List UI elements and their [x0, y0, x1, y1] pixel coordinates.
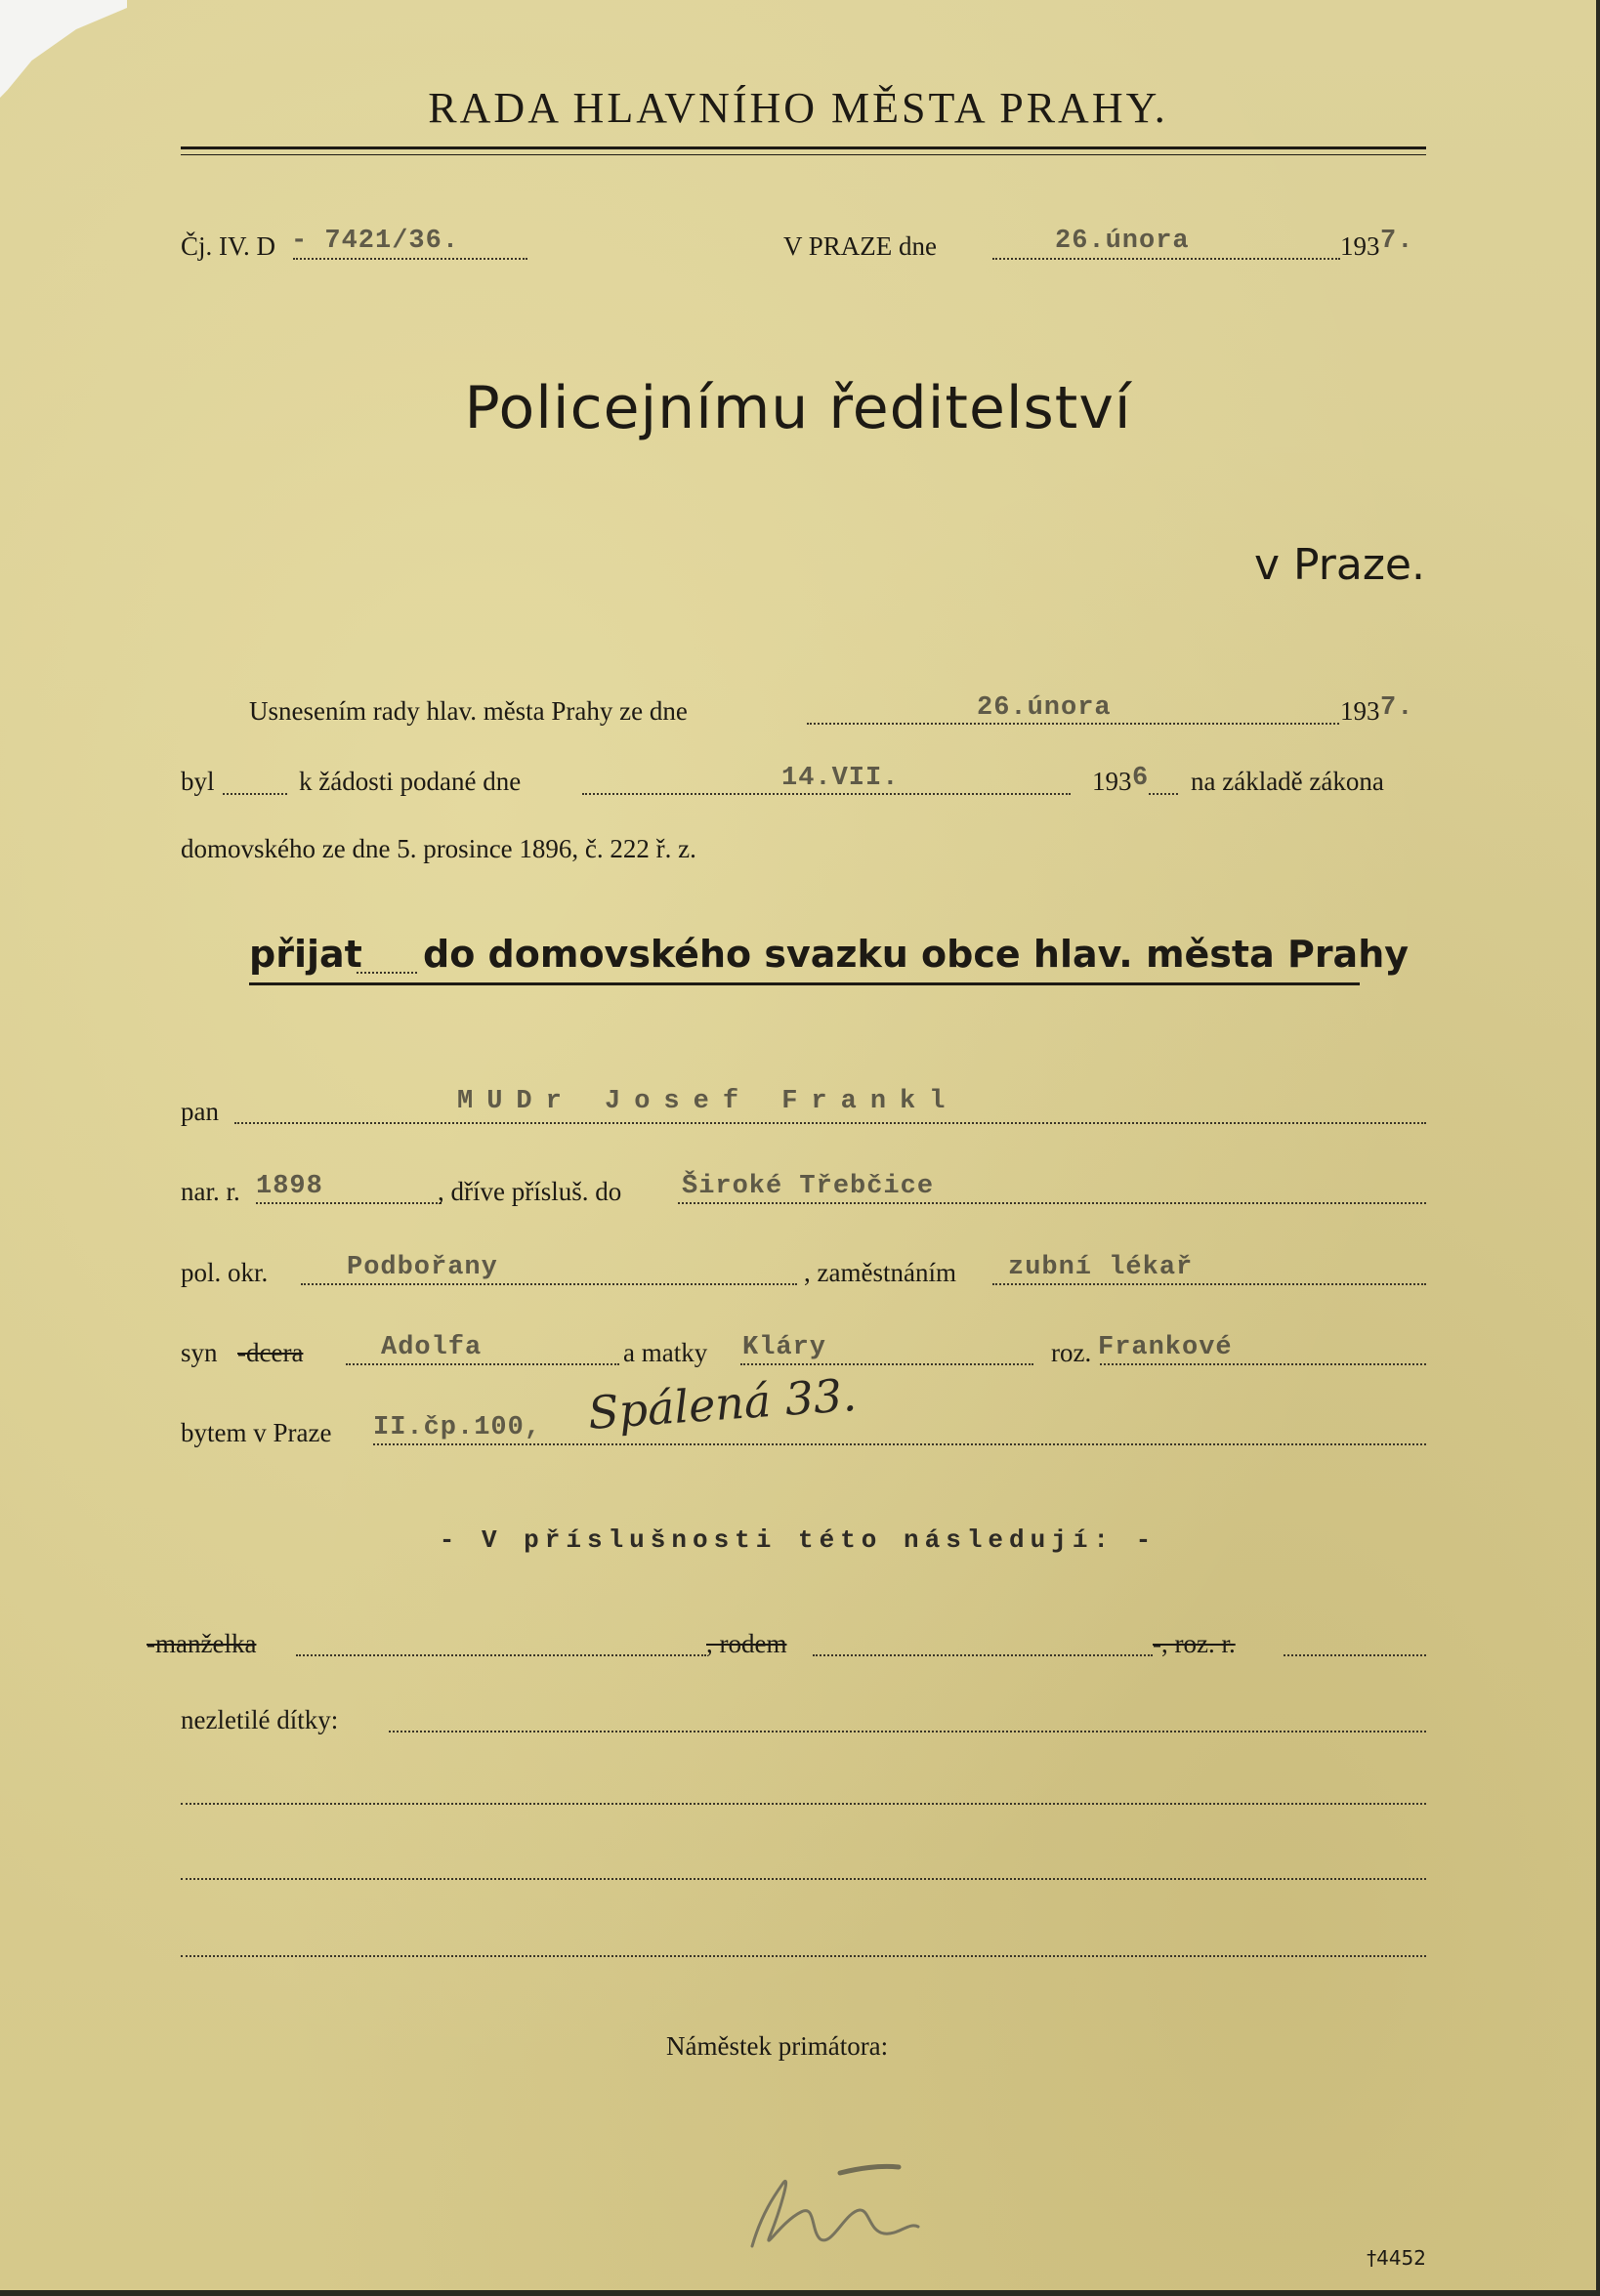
- person-name: MUDr Josef Frankl: [457, 1087, 959, 1116]
- byl-dotted-line: [223, 793, 287, 795]
- born-year: 1898: [256, 1172, 323, 1201]
- request-year-prefix: 193: [1092, 767, 1132, 796]
- form-number: †4452: [1367, 2246, 1426, 2270]
- resolution-year-prefix: 193: [1340, 696, 1380, 726]
- dependents-heading: - V příslušnosti této následují: -: [439, 1525, 1158, 1555]
- daughter-label-struck: -dcera: [237, 1338, 304, 1367]
- mother-dotted-line: [740, 1363, 1033, 1365]
- request-year-dotted-line: [1149, 793, 1178, 795]
- born-dotted-line: [256, 1202, 442, 1204]
- byl-label: byl: [181, 767, 215, 796]
- request-date-dotted-line: [582, 793, 1071, 795]
- institution-header: RADA HLAVNÍHO MĚSTA PRAHY.: [428, 84, 1168, 132]
- father-name: Adolfa: [381, 1333, 483, 1362]
- place-date-label: V PRAZE dne: [783, 231, 938, 261]
- mother-maiden-name: Frankové: [1098, 1333, 1233, 1362]
- wife-label-struck: -manželka: [147, 1629, 257, 1658]
- born-label: nar. r.: [181, 1177, 240, 1206]
- residence-handwritten: Spálená 33.: [586, 1367, 859, 1440]
- resolution-date: 26.února: [977, 693, 1112, 723]
- mother-label: a matky: [623, 1338, 708, 1367]
- law-basis-label: na základě zákona: [1191, 767, 1384, 796]
- pan-label: pan: [181, 1097, 219, 1126]
- children-dotted-line-1: [389, 1731, 1426, 1732]
- son-label: syn: [181, 1338, 218, 1367]
- request-year-suffix: 6: [1132, 764, 1150, 793]
- acceptance-statement: do domovského svazku obce hlav. města Prahy: [423, 933, 1410, 976]
- signature-label: Náměstek primátora:: [666, 2031, 889, 2061]
- mother-name: Kláry: [742, 1333, 827, 1362]
- date-dotted-line: [992, 258, 1340, 260]
- occupation-label: , zaměstnáním: [804, 1258, 956, 1287]
- district-label: pol. okr.: [181, 1258, 269, 1287]
- accepted-dotted-line: [357, 972, 417, 974]
- reference-label: Čj. IV. D: [181, 231, 276, 261]
- children-label: nezletilé dítky:: [181, 1705, 339, 1734]
- reference-date: 26.února: [1055, 227, 1190, 256]
- resolution-label: Usnesením rady hlav. města Prahy ze dne: [249, 696, 688, 726]
- wife-born-year-label: -, roz. r.: [1153, 1629, 1236, 1658]
- wife-dotted-line: [296, 1654, 706, 1656]
- wife-birthplace-dotted-line: [813, 1654, 1153, 1656]
- residence-dotted-line: [373, 1443, 1426, 1445]
- request-date-label: k žádosti podané dne: [299, 767, 522, 796]
- wife-birthplace-label: , rodem: [706, 1629, 787, 1658]
- children-dotted-line-3: [181, 1878, 1426, 1880]
- maiden-name-label: roz.: [1051, 1338, 1092, 1367]
- previous-municipality-label: , dříve přísluš. do: [438, 1177, 622, 1206]
- header-rule: [181, 146, 1426, 149]
- resolution-year-suffix: 7.: [1380, 693, 1414, 723]
- accepted-word: přijat: [249, 933, 362, 976]
- previous-municipality-dotted-line: [678, 1202, 1426, 1204]
- residence-typed: II.čp.100,: [373, 1413, 542, 1442]
- name-dotted-line: [234, 1122, 1426, 1124]
- occupation: zubní lékař: [1008, 1253, 1194, 1282]
- occupation-dotted-line: [992, 1283, 1426, 1285]
- district-dotted-line: [301, 1283, 797, 1285]
- reference-year-suffix: 7.: [1380, 227, 1414, 256]
- reference-year-prefix: 193: [1340, 231, 1380, 261]
- signature-scribble: [723, 2153, 947, 2271]
- reference-dotted-line: [293, 258, 527, 260]
- header-rule-thin: [181, 154, 1426, 155]
- district: Podbořany: [347, 1253, 498, 1282]
- maiden-dotted-line: [1100, 1363, 1426, 1365]
- recipient-city: v Praze.: [1254, 540, 1425, 590]
- wife-born-year-dotted-line: [1284, 1654, 1426, 1656]
- recipient-title: Policejnímu ředitelství: [464, 374, 1132, 442]
- resolution-date-dotted-line: [807, 723, 1339, 725]
- children-dotted-line-2: [181, 1803, 1426, 1805]
- previous-municipality: Široké Třebčice: [682, 1172, 935, 1201]
- children-dotted-line-4: [181, 1955, 1426, 1957]
- reference-number: - 7421/36.: [291, 227, 460, 256]
- request-date: 14.VII.: [781, 764, 900, 793]
- residence-label: bytem v Praze: [181, 1418, 332, 1447]
- acceptance-underline: [249, 982, 1360, 985]
- father-dotted-line: [346, 1363, 619, 1365]
- law-reference: domovského ze dne 5. prosince 1896, č. 222 ř. z.: [181, 834, 696, 863]
